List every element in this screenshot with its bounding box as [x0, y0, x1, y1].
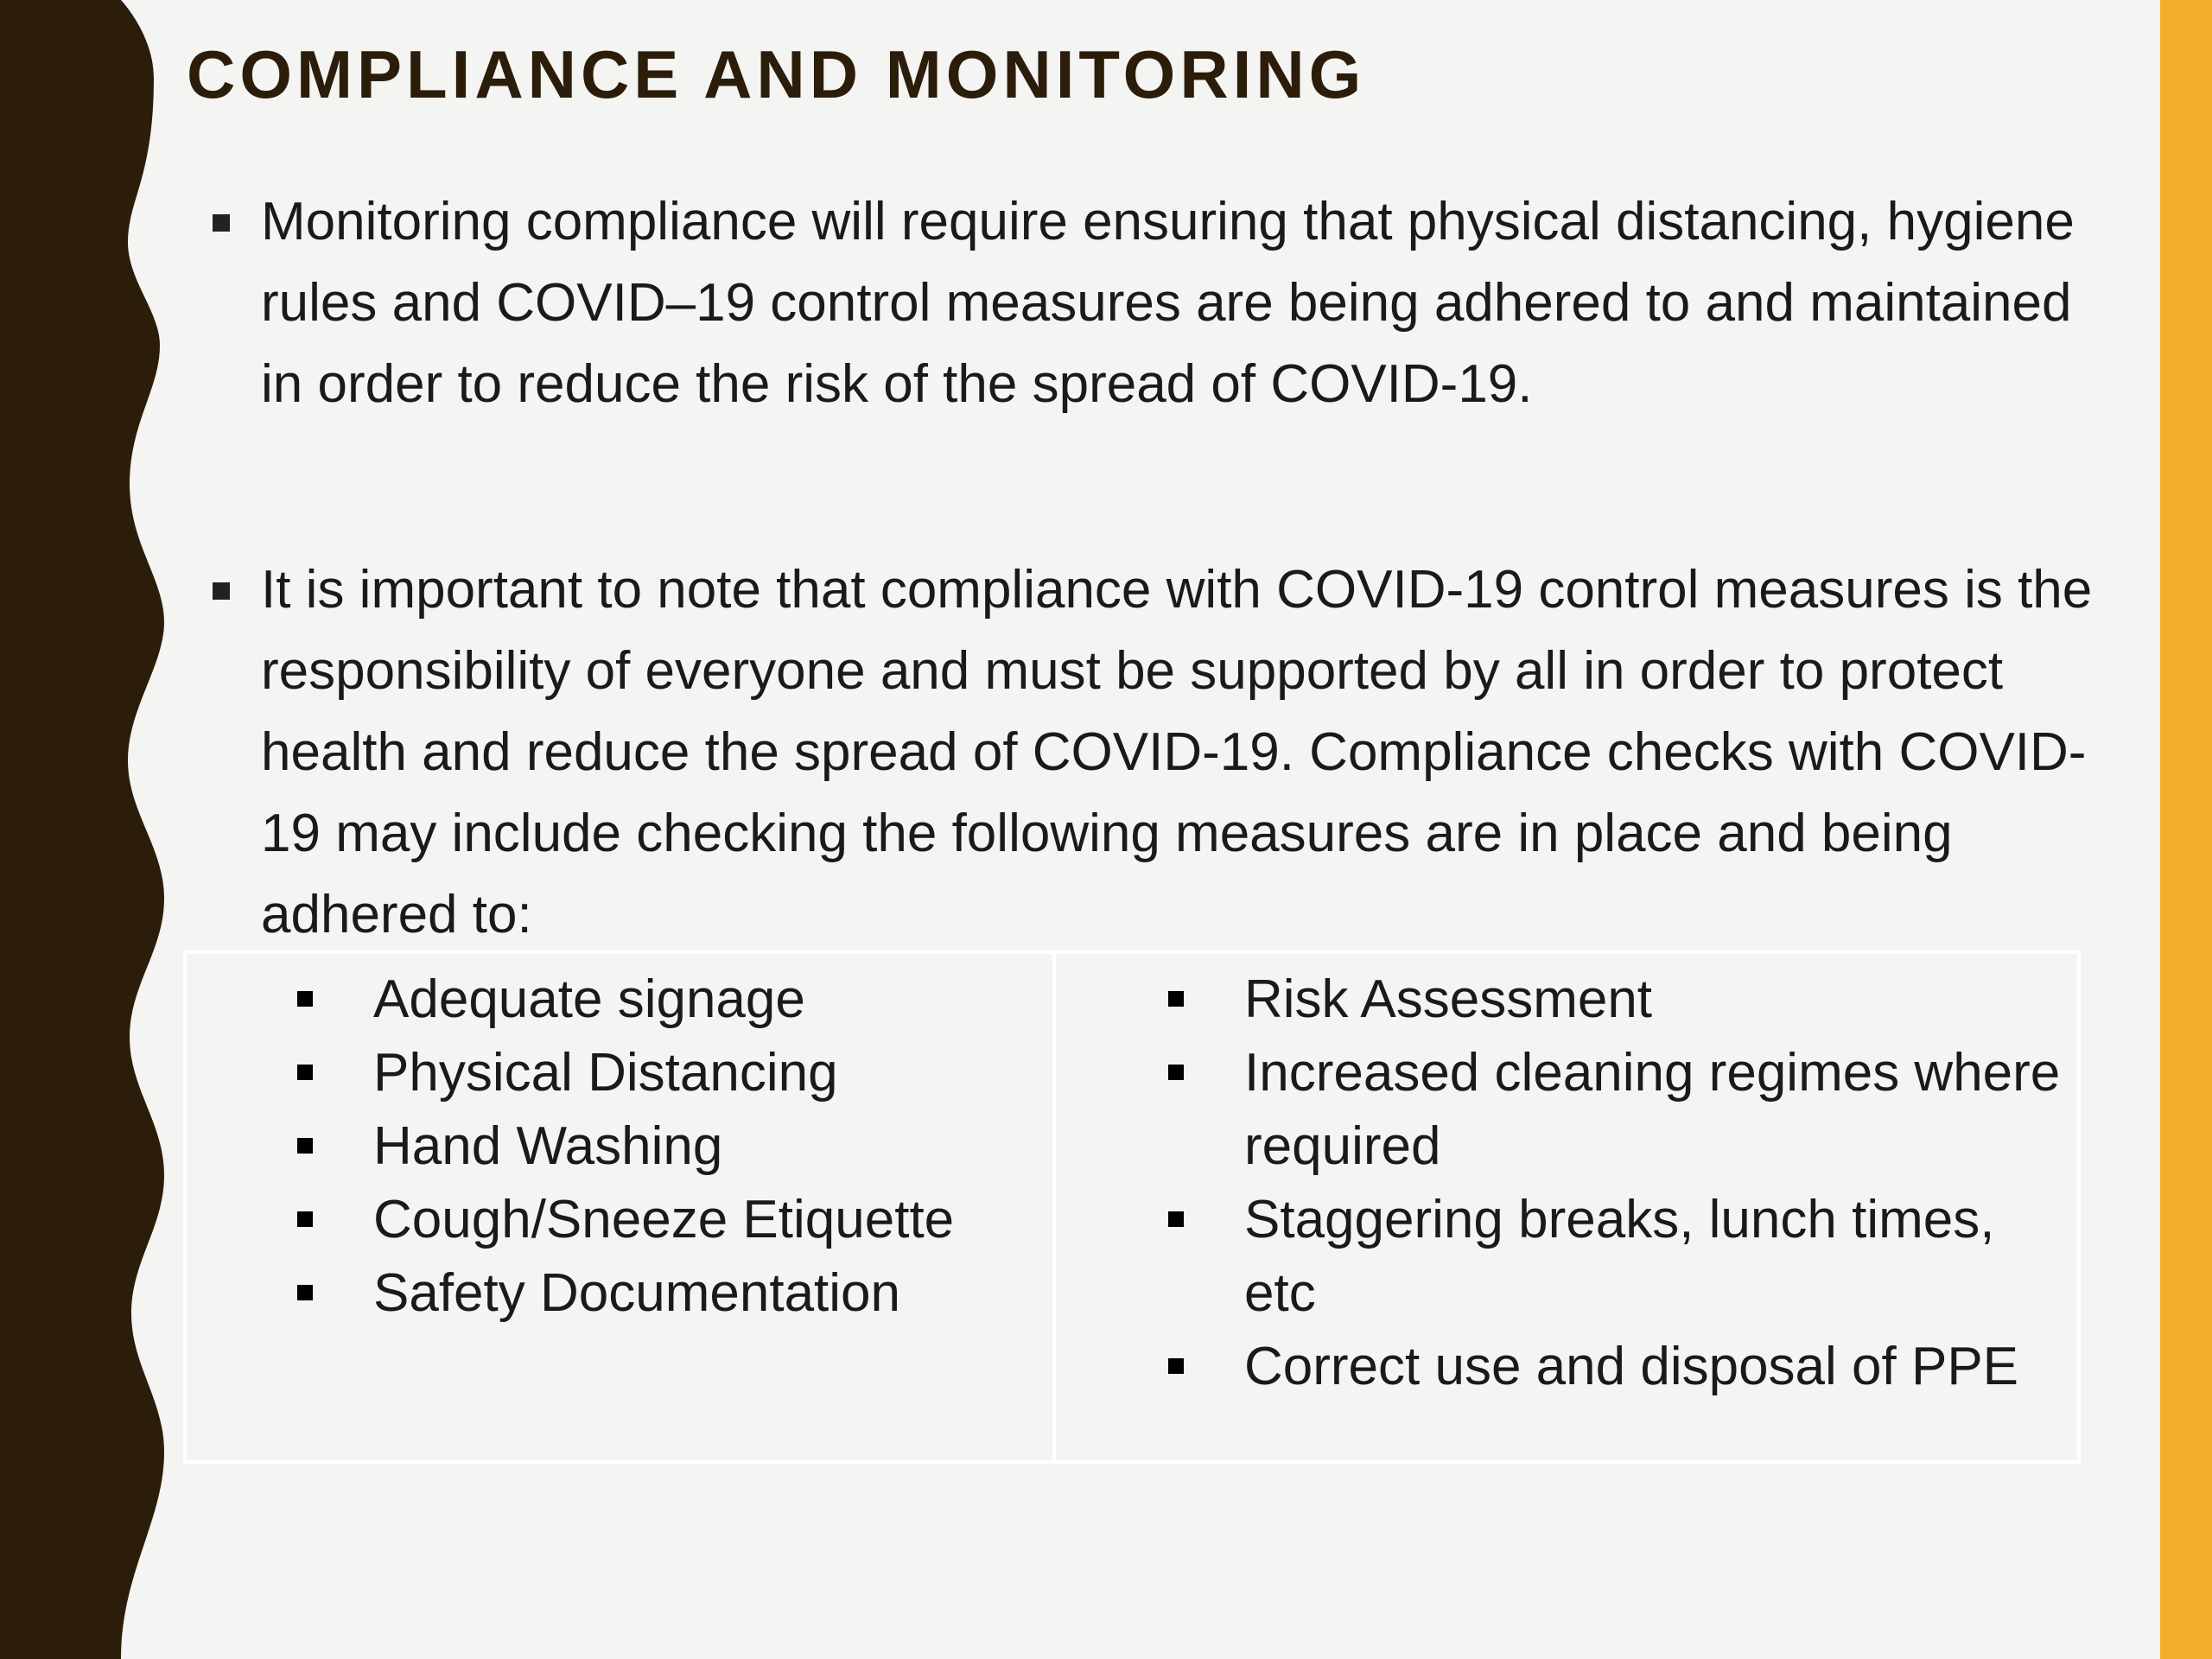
measures-list-left	[373, 963, 1030, 1330]
square-bullet-icon	[1168, 1358, 1184, 1374]
square-bullet-icon	[213, 214, 230, 232]
measure-item	[373, 1256, 1030, 1330]
square-bullet-icon	[213, 582, 230, 600]
measure-text: Safety Documentation	[373, 1263, 901, 1323]
measure-text: Staggering breaks, lunch times, etc	[1244, 1190, 1995, 1323]
measure-text: Risk Assessment	[1244, 969, 1653, 1029]
measure-item	[1244, 1330, 2074, 1403]
measure-text: Physical Distancing	[373, 1043, 838, 1103]
measures-column-left	[187, 954, 1056, 1460]
decorative-wave-band	[0, 0, 173, 1659]
measure-item	[373, 1183, 1030, 1256]
measure-item	[1244, 1183, 2074, 1330]
square-bullet-icon	[1168, 991, 1184, 1007]
paragraph-text: It is important to note that compliance with COVID-19 control measures is the responsibility of everyone and must be supported by all in order to protect health and reduce the spread of COVID-19. Compliance checks with COVID-19 may include checking the following measures are in place and being adhered to:	[261, 560, 2093, 944]
measures-table	[183, 950, 2081, 1464]
slide-title: COMPLIANCE AND MONITORING	[187, 36, 1366, 112]
square-bullet-icon	[1168, 1065, 1184, 1080]
square-bullet-icon	[297, 1285, 313, 1300]
measure-item	[1244, 1036, 2074, 1183]
measure-text: Correct use and disposal of PPE	[1244, 1337, 2019, 1396]
square-bullet-icon	[297, 1138, 313, 1154]
measure-text: Increased cleaning regimes where required	[1244, 1043, 2061, 1176]
measure-text: Hand Washing	[373, 1116, 723, 1176]
measure-item	[1244, 963, 2074, 1036]
bullet-paragraph-monitoring	[261, 181, 2127, 425]
square-bullet-icon	[1168, 1211, 1184, 1227]
measure-item	[373, 963, 1030, 1036]
measures-list-right	[1244, 963, 2074, 1403]
bullet-paragraph-responsibility	[261, 550, 2127, 956]
measure-text: Adequate signage	[373, 969, 805, 1029]
square-bullet-icon	[297, 1211, 313, 1227]
square-bullet-icon	[297, 991, 313, 1007]
paragraph-text: Monitoring compliance will require ensuring that physical distancing, hygiene rules and COVID–19 control measures are being adhered to and maintained in order to reduce the risk of the spread of COVID-19.	[261, 192, 2075, 414]
square-bullet-icon	[297, 1065, 313, 1080]
measures-column-right	[1056, 954, 2077, 1460]
accent-bar	[2160, 0, 2212, 1659]
measure-item	[373, 1036, 1030, 1109]
measure-item	[373, 1109, 1030, 1183]
measure-text: Cough/Sneeze Etiquette	[373, 1190, 955, 1249]
